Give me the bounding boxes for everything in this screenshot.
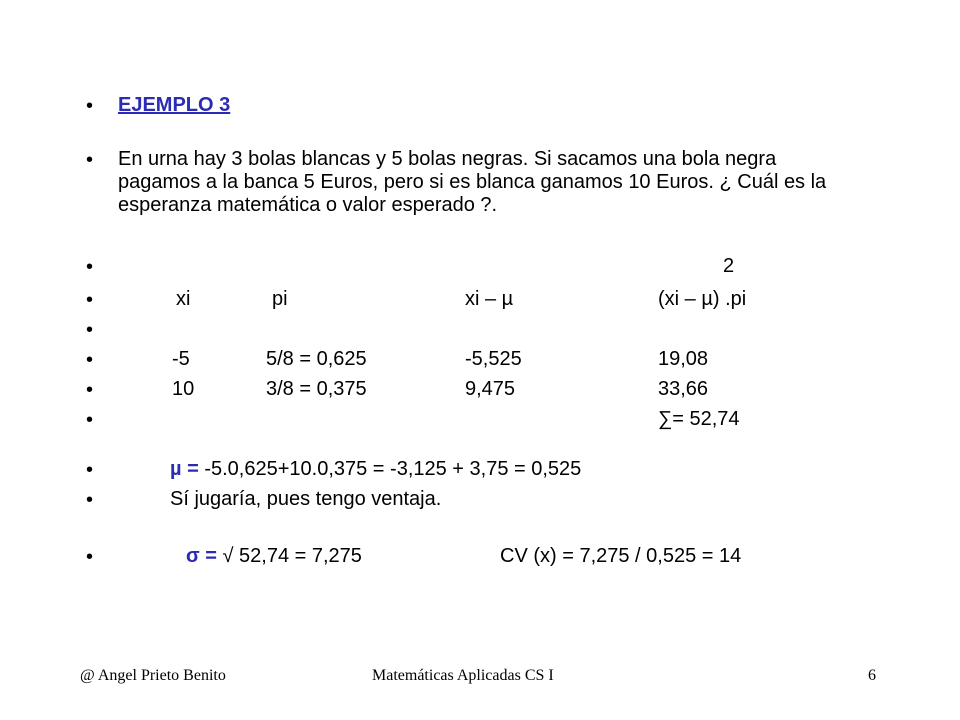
sigma-symbol: σ = — [186, 545, 217, 567]
footer-page-number: 6 — [868, 667, 876, 684]
mean-expression: -5.0,625+10.0,375 = -3,125 + 3,75 = 0,525 — [198, 458, 582, 480]
sigma-formula — [186, 545, 362, 567]
bullet: • — [86, 349, 94, 371]
header-pi: pi — [272, 288, 288, 310]
bullet: • — [86, 546, 94, 568]
bullet: • — [86, 289, 94, 311]
header-deviation: xi – µ — [465, 288, 514, 310]
bullet: • — [86, 319, 94, 341]
problem-statement: En urna hay 3 bolas blancas y 5 bolas negras. Si sacamos una bola negra pagamos a la banca 5 Euros, pero si es blanca ganamos 10 Euros. ¿ Cuál es la esperanza matemática o valor esperado ?. — [118, 148, 827, 216]
conclusion: Sí jugaría, pues tengo ventaja. — [170, 488, 442, 510]
bullet: • — [86, 149, 94, 171]
cv-formula: CV (x) = 7,275 / 0,525 = 14 — [500, 545, 742, 567]
row1-deviation: -5,525 — [465, 348, 522, 370]
row1-xi: -5 — [172, 348, 190, 370]
footer-course: Matemáticas Aplicadas CS I — [372, 667, 554, 684]
sum-value: ∑= 52,74 — [658, 408, 740, 430]
bullet: • — [86, 489, 94, 511]
bullet: • — [86, 95, 94, 117]
header-weighted-square: (xi – µ) .pi — [658, 288, 747, 310]
row1-weighted-square: 19,08 — [658, 348, 709, 370]
row2-xi: 10 — [172, 378, 195, 400]
footer-author: @ Angel Prieto Benito — [80, 667, 226, 684]
sigma-expression: √ 52,74 = 7,275 — [216, 545, 362, 567]
exponent-label: 2 — [723, 255, 735, 277]
bullet: • — [86, 409, 94, 431]
slide-title: EJEMPLO 3 — [118, 94, 231, 116]
mean-formula — [170, 458, 581, 480]
bullet: • — [86, 379, 94, 401]
bullet: • — [86, 256, 94, 278]
row1-pi: 5/8 = 0,625 — [266, 348, 367, 370]
row2-deviation: 9,475 — [465, 378, 516, 400]
row2-weighted-square: 33,66 — [658, 378, 709, 400]
row2-pi: 3/8 = 0,375 — [266, 378, 367, 400]
mu-symbol: µ = — [170, 458, 199, 480]
header-xi: xi — [176, 288, 191, 310]
bullet: • — [86, 459, 94, 481]
